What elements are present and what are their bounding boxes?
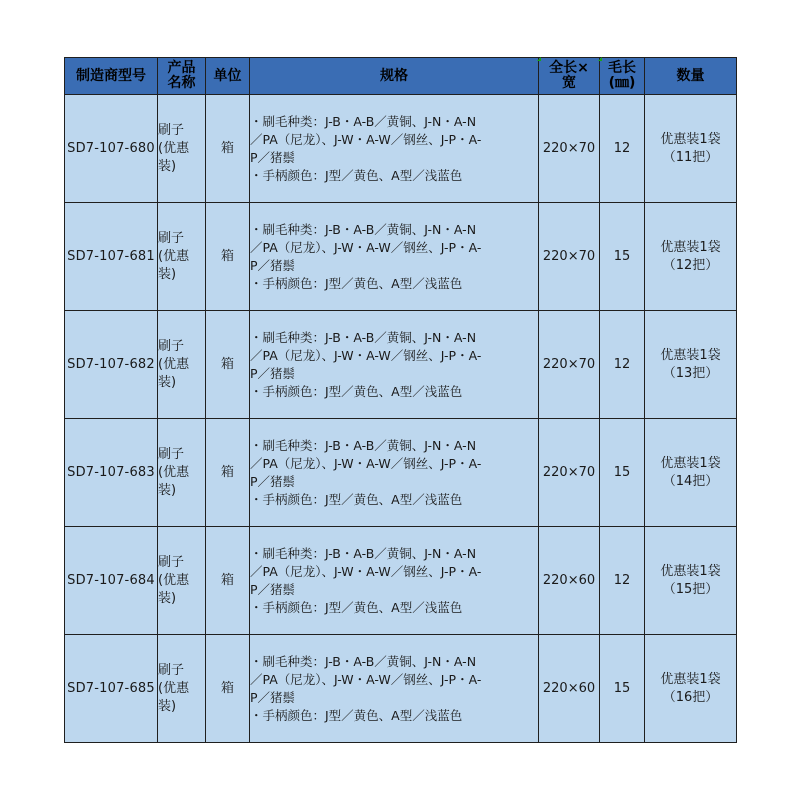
spec-line: ／PA（尼龙）、J-W・A-W／钢丝、J-P・A-: [250, 455, 482, 471]
header-product-name-text: 产品名称: [167, 60, 196, 91]
quantity-count: （16把）: [662, 689, 719, 705]
spec-line: ・手柄颜色：J型／黄色、A型／浅蓝色: [250, 275, 463, 291]
cell-quantity: [645, 203, 737, 311]
spec-line: P／猪鬃: [250, 473, 296, 489]
cell-product-name: [158, 203, 206, 311]
product-name-text: 刷子(优惠装): [158, 230, 190, 282]
cell-quantity: [645, 311, 737, 419]
spec-line: ・手柄颜色：J型／黄色、A型／浅蓝色: [250, 167, 463, 183]
table-row: [65, 635, 737, 743]
quantity-line: 优惠装1袋: [660, 455, 721, 471]
header-bristle-length: [600, 58, 645, 95]
spec-line: P／猪鬃: [250, 149, 296, 165]
cell-bristle-length: 15: [600, 635, 645, 743]
table-row: [65, 311, 737, 419]
header-bristle-length-text: 毛长(㎜): [608, 60, 636, 91]
spec-line: ／PA（尼龙）、J-W・A-W／钢丝、J-P・A-: [250, 239, 482, 255]
cell-product-name: [158, 635, 206, 743]
product-name-text: 刷子(优惠装): [158, 122, 190, 174]
cell-quantity: [645, 527, 737, 635]
quantity-line: 优惠装1袋: [660, 671, 721, 687]
header-product-name: [158, 58, 206, 95]
spec-line: ・刷毛种类：J-B・A-B／黄铜、J-N・A-N: [250, 653, 477, 669]
header-spec: 规格: [250, 58, 539, 95]
cell-quantity: [645, 95, 737, 203]
spec-line: ／PA（尼龙）、J-W・A-W／钢丝、J-P・A-: [250, 347, 482, 363]
cell-product-name: [158, 95, 206, 203]
spec-line: ・刷毛种类：J-B・A-B／黄铜、J-N・A-N: [250, 113, 477, 129]
cell-quantity: [645, 419, 737, 527]
cell-size: 220×70: [539, 311, 600, 419]
quantity-count: （13把）: [662, 365, 719, 381]
spec-line: ・手柄颜色：J型／黄色、A型／浅蓝色: [250, 599, 463, 615]
product-table: [64, 57, 737, 743]
spec-line: P／猪鬃: [250, 581, 296, 597]
cell-spec: [250, 419, 539, 527]
cell-spec: [250, 203, 539, 311]
product-name-text: 刷子(优惠装): [158, 446, 190, 498]
cell-unit: 箱: [206, 635, 250, 743]
quantity-line: 优惠装1袋: [660, 131, 721, 147]
quantity-count: （15把）: [662, 581, 719, 597]
spec-line: ／PA（尼龙）、J-W・A-W／钢丝、J-P・A-: [250, 671, 482, 687]
comment-marker: [598, 57, 602, 61]
spec-line: ・手柄颜色：J型／黄色、A型／浅蓝色: [250, 491, 463, 507]
quantity-count: （11把）: [662, 149, 719, 165]
quantity-line: 优惠装1袋: [660, 239, 721, 255]
product-name-text: 刷子(优惠装): [158, 338, 190, 390]
spec-line: ・手柄颜色：J型／黄色、A型／浅蓝色: [250, 707, 463, 723]
cell-model: SD7-107-685: [65, 635, 158, 743]
quantity-count: （14把）: [662, 473, 719, 489]
cell-bristle-length: 15: [600, 203, 645, 311]
cell-spec: [250, 635, 539, 743]
product-name-text: 刷子(优惠装): [158, 662, 190, 714]
spec-line: P／猪鬃: [250, 257, 296, 273]
table-row: [65, 203, 737, 311]
quantity-line: 优惠装1袋: [660, 347, 721, 363]
quantity-count: （12把）: [662, 257, 719, 273]
comment-marker: [537, 57, 541, 61]
cell-model: SD7-107-684: [65, 527, 158, 635]
cell-bristle-length: 12: [600, 95, 645, 203]
header-size-text: 全长×宽: [549, 60, 589, 91]
cell-unit: 箱: [206, 203, 250, 311]
cell-spec: [250, 527, 539, 635]
cell-model: SD7-107-681: [65, 203, 158, 311]
table-row: [65, 419, 737, 527]
spec-line: P／猪鬃: [250, 689, 296, 705]
cell-size: 220×70: [539, 95, 600, 203]
cell-bristle-length: 15: [600, 419, 645, 527]
header-row: [65, 58, 737, 95]
cell-unit: 箱: [206, 527, 250, 635]
cell-size: 220×70: [539, 203, 600, 311]
header-model: 制造商型号: [65, 58, 158, 95]
cell-spec: [250, 95, 539, 203]
quantity-line: 优惠装1袋: [660, 563, 721, 579]
header-size: [539, 58, 600, 95]
cell-unit: 箱: [206, 311, 250, 419]
spec-line: ・刷毛种类：J-B・A-B／黄铜、J-N・A-N: [250, 221, 477, 237]
table-row: [65, 527, 737, 635]
cell-product-name: [158, 419, 206, 527]
header-unit: 单位: [206, 58, 250, 95]
cell-product-name: [158, 311, 206, 419]
spec-line: ／PA（尼龙）、J-W・A-W／钢丝、J-P・A-: [250, 131, 482, 147]
cell-size: 220×60: [539, 635, 600, 743]
spec-line: ・刷毛种类：J-B・A-B／黄铜、J-N・A-N: [250, 437, 477, 453]
cell-product-name: [158, 527, 206, 635]
cell-size: 220×60: [539, 527, 600, 635]
cell-model: SD7-107-683: [65, 419, 158, 527]
header-quantity: 数量: [645, 58, 737, 95]
cell-unit: 箱: [206, 95, 250, 203]
table-row: [65, 95, 737, 203]
cell-size: 220×70: [539, 419, 600, 527]
cell-model: SD7-107-682: [65, 311, 158, 419]
cell-unit: 箱: [206, 419, 250, 527]
cell-spec: [250, 311, 539, 419]
spec-line: ・刷毛种类：J-B・A-B／黄铜、J-N・A-N: [250, 545, 477, 561]
spec-line: ・手柄颜色：J型／黄色、A型／浅蓝色: [250, 383, 463, 399]
cell-model: SD7-107-680: [65, 95, 158, 203]
product-name-text: 刷子(优惠装): [158, 554, 190, 606]
spec-line: P／猪鬃: [250, 365, 296, 381]
cell-bristle-length: 12: [600, 311, 645, 419]
cell-quantity: [645, 635, 737, 743]
spec-line: ／PA（尼龙）、J-W・A-W／钢丝、J-P・A-: [250, 563, 482, 579]
spec-line: ・刷毛种类：J-B・A-B／黄铜、J-N・A-N: [250, 329, 477, 345]
cell-bristle-length: 12: [600, 527, 645, 635]
